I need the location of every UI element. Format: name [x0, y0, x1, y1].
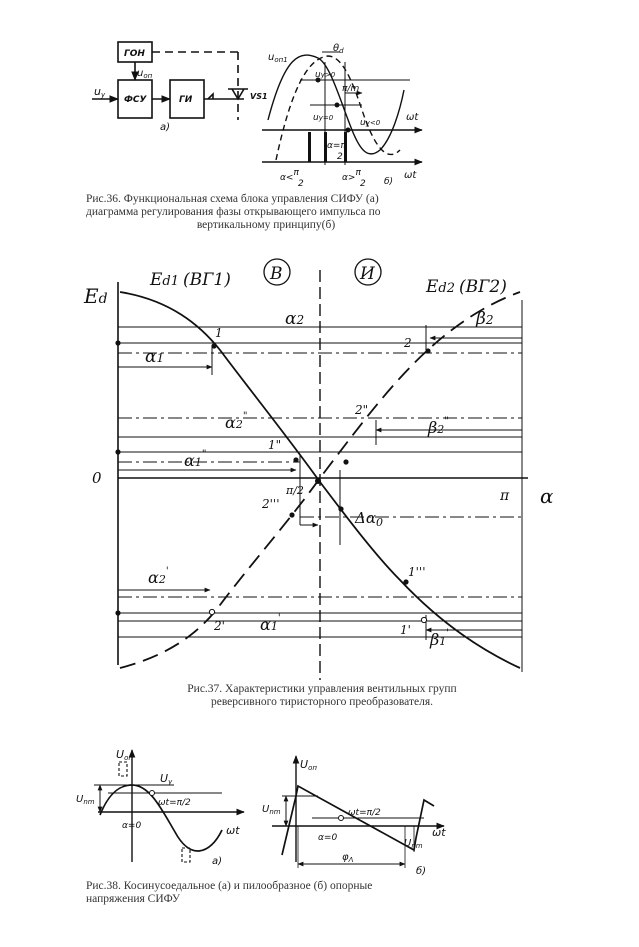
alpha-gt-label: α>π2 — [342, 168, 366, 189]
uop-label: $u_{оп}$ — [137, 68, 153, 80]
point-1-prime-label: 1' — [400, 623, 411, 637]
uy-gt-label: uу>0 — [315, 70, 336, 80]
fig38a-wt-label: ωt — [226, 824, 240, 837]
region-i-label: И — [360, 264, 375, 284]
alpha1-prime-label: α1' — [260, 613, 281, 634]
fig38b-unm-right-label: $U_{nm}$ — [404, 838, 423, 850]
uy-label: uу — [94, 85, 106, 99]
pi-m-label: π/m — [342, 84, 360, 94]
fig38b-unm-label: $U_{nm}$ — [262, 804, 281, 816]
fig38b-wt-label: ωt — [432, 826, 446, 839]
alpha2-label: α2 — [285, 309, 305, 329]
ed2-label: Ed2 (ВГ2) — [426, 277, 507, 297]
pi-half-label: π/2 — [286, 484, 304, 497]
alpha2-prime-label: α2' — [148, 566, 169, 587]
point-2-label: 2 — [404, 336, 412, 350]
cosine-curve — [100, 785, 222, 851]
fig38-caption — [86, 880, 446, 906]
fig38b-phi-label: $\varphi_\Lambda$ — [342, 852, 354, 864]
wt-label-upper: ωt — [406, 112, 419, 123]
alpha-lt-label: α<π2 — [280, 168, 304, 189]
point-2-triprime-label: 2''' — [262, 497, 280, 511]
fig38a-unm-label: $U_{nm}$ — [76, 794, 95, 806]
fig37-caption-line2: реверсивного тиристорного преобразователя. — [210, 696, 434, 708]
fig36-caption-line2: диаграмма регулирования фазы открывающего импульса по — [86, 206, 381, 218]
fig38b-intersection — [339, 816, 344, 821]
fig38b-sub-b: б) — [416, 866, 427, 877]
fig38-caption-line2: напряжения СИФУ — [86, 893, 180, 905]
fig37-caption-line1: Рис.37. Характеристики управления вентильных групп — [187, 683, 457, 695]
beta2-dblprime-label: β2" — [428, 416, 449, 437]
ed-axis-label: Ed — [84, 284, 108, 308]
fig36-caption-line1: Рис.36. Функциональная схема блока управления СИФУ (а) — [86, 193, 379, 205]
zero-label: 0 — [92, 469, 102, 487]
beta1-prime-label: β1' — [430, 628, 449, 649]
gon-label: ГОН — [124, 49, 145, 59]
point-2-prime-label: 2' — [214, 619, 225, 633]
alpha1-dblprime-label: α1" — [184, 449, 207, 470]
fig38b-uop-label: Uоп — [300, 758, 317, 772]
alpha1-label: α1 — [145, 347, 165, 367]
vs1-label: VS1 — [250, 92, 268, 101]
fig38a-uop-label: Uоп — [116, 748, 133, 762]
fig38a-alpha0-label: α=0 — [122, 821, 142, 831]
fig37-chart — [118, 270, 528, 680]
fig36-caption — [86, 193, 446, 232]
fsu-label: ФСУ — [124, 95, 147, 105]
fig38b-wt-pi2-label: ωt=π/2 — [348, 808, 381, 818]
fig38a-uy-label: Uy — [160, 772, 173, 786]
point-1-label: 1 — [215, 326, 223, 340]
pi-label: π — [500, 488, 510, 504]
ed1-label: Ed1 (ВГ1) — [150, 270, 231, 290]
fig38a-wt-pi2-label: ωt=π/2 — [158, 798, 191, 808]
point-1-dblprime-label: 1" — [268, 438, 282, 452]
fig38a-sub-a: а) — [212, 856, 223, 867]
gi-label: ГИ — [179, 95, 193, 105]
fig38-caption-line1: Рис.38. Косинусоедальное (а) и пилообразное (б) опорные — [86, 880, 373, 892]
wt-label-lower: ωt — [404, 170, 417, 181]
fig36-block-diagram — [92, 42, 248, 120]
alpha2-dblprime-label: α2" — [225, 411, 248, 432]
uy-eq-label: uу=0 — [313, 113, 334, 123]
fig37-caption — [152, 683, 492, 709]
point-2-dblprime-label: 2" — [355, 403, 369, 417]
fig36-sub-a: а) — [160, 122, 171, 133]
beta2-label: β2 — [476, 309, 494, 329]
fig38a-intersection — [150, 791, 155, 796]
theta-d-label: $\theta_d$ — [333, 43, 344, 55]
point-1-triprime-label: 1''' — [408, 565, 426, 579]
alpha-axis-label: α — [540, 484, 554, 508]
alpha-eq-label: α=π 2 — [327, 141, 346, 162]
delta-alpha0-label: $\Delta\alpha_0$ — [355, 509, 383, 529]
fig38b-alpha0-label: α=0 — [318, 833, 338, 843]
region-b-label: В — [270, 264, 283, 284]
uy-lt-label: uу<0 — [360, 118, 381, 128]
fig36-sub-b: б) — [384, 177, 394, 187]
fig36-caption-line3: вертикальному принципу(б) — [196, 219, 336, 231]
uop1-label: $u_{оп1}$ — [268, 52, 288, 64]
